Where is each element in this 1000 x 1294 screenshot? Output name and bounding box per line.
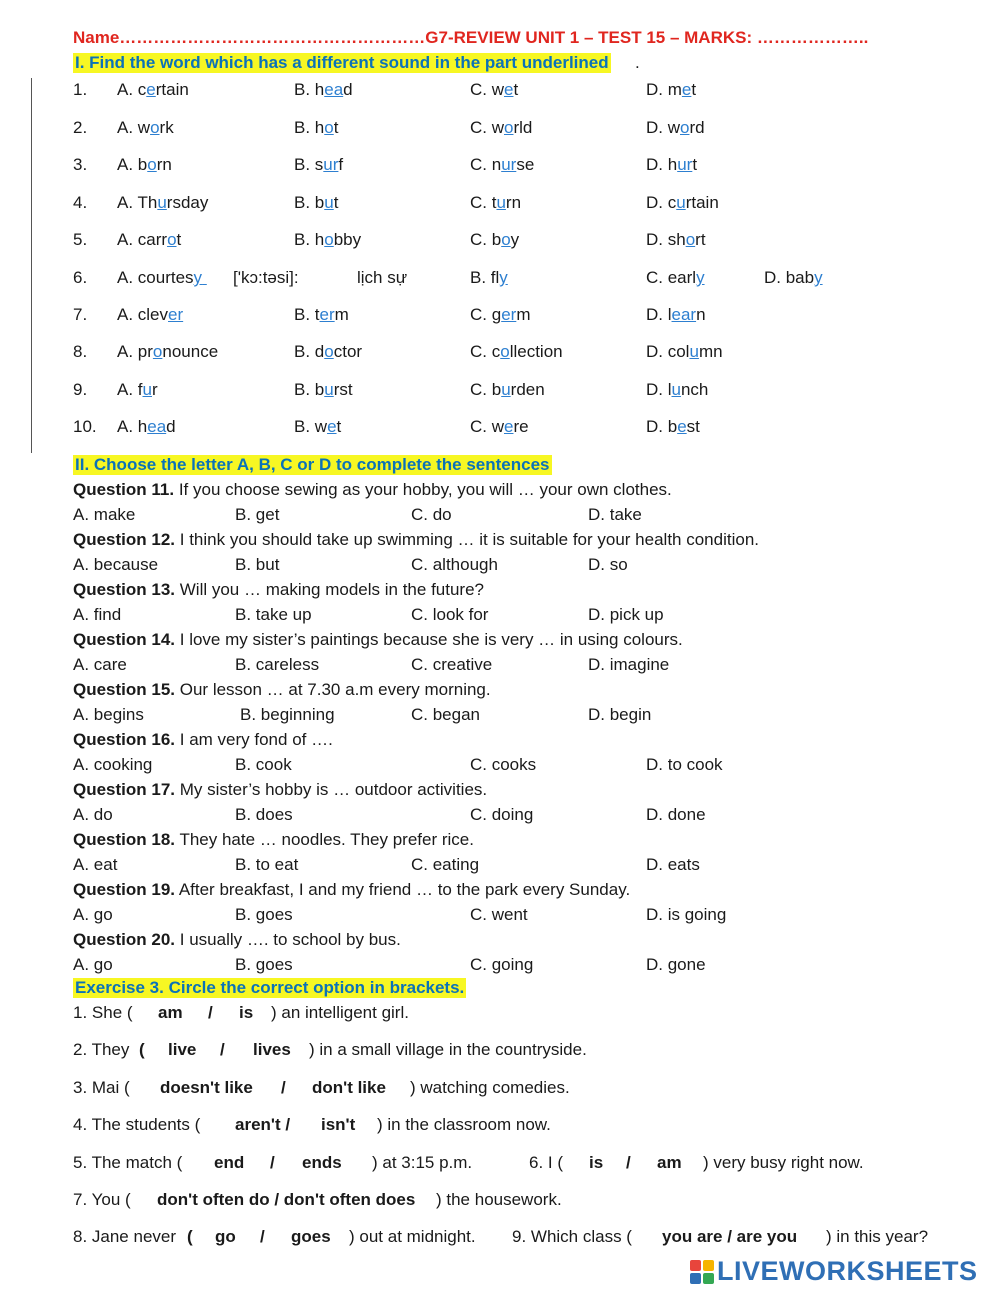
ex3-s8-option-1[interactable]: go	[215, 1227, 236, 1246]
sentence-tail: ) watching comedies.	[410, 1078, 570, 1097]
part1-option-b: B. head	[294, 80, 353, 99]
question-17-option-a[interactable]: A. do	[73, 805, 113, 824]
question-13-option-d[interactable]: D. pick up	[588, 605, 664, 624]
question-17-option-d[interactable]: D. done	[646, 805, 706, 824]
part1-option-b: B. surf	[294, 155, 344, 174]
sentence-tail: ) in a small village in the countryside.	[309, 1040, 587, 1059]
part1-option-c: C. nurse	[470, 155, 535, 174]
sentence-tail: ) the housework.	[436, 1190, 562, 1209]
ex3-s2-option-2[interactable]: lives	[253, 1040, 291, 1059]
part1-option-c: C. were	[470, 417, 529, 436]
ex3-s1-option-2[interactable]: is	[239, 1003, 254, 1022]
sentence-tail: ) in this year?	[826, 1227, 929, 1246]
question-13: Question 13. Will you … making models in the future?	[73, 580, 484, 599]
question-11-option-d[interactable]: D. take	[588, 505, 642, 524]
part1-number: 4.	[73, 193, 88, 212]
part1-option-d: D. curtain	[646, 193, 719, 212]
part1-option-c: C. boy	[470, 230, 520, 249]
question-17-option-b[interactable]: B. does	[235, 805, 293, 824]
question-18-option-c[interactable]: C. eating	[411, 855, 480, 874]
q6-ipa: ['kɔ:təsi]:	[233, 268, 299, 287]
question-12-option-a[interactable]: A. because	[73, 555, 159, 574]
part1-option-b: B. burst	[294, 380, 353, 399]
question-19-option-c[interactable]: C. went	[470, 905, 528, 924]
question-15-option-a[interactable]: A. begins	[73, 705, 144, 724]
part1-number: 1.	[73, 80, 88, 99]
page-title: Name………………………………………………G7-REVIEW UNIT 1 – TEST 15 – MARKS: ………………..	[73, 28, 869, 47]
slash: /	[281, 1078, 286, 1097]
liveworksheets-logo-icon	[690, 1260, 714, 1284]
part1-option-a: A. clever	[117, 305, 184, 324]
question-19-option-a[interactable]: A. go	[73, 905, 113, 924]
ex3-s2-option-1[interactable]: live	[168, 1040, 197, 1059]
q6-option-d: D. baby	[764, 268, 823, 287]
part1-option-d: D. best	[646, 417, 700, 436]
sentence-tail: ) in the classroom now.	[377, 1115, 551, 1134]
question-14: Question 14. I love my sister’s paintings because she is very … in using colours.	[73, 630, 683, 649]
part1-option-d: D. word	[646, 118, 705, 137]
part1-option-a: A. certain	[117, 80, 189, 99]
section-1-period: .	[635, 53, 640, 72]
ex3-s8-option-2[interactable]: goes	[291, 1227, 331, 1246]
question-14-option-c[interactable]: C. creative	[411, 655, 493, 674]
part1-option-b: B. term	[294, 305, 349, 324]
logo-text: LIVEWORKSHEETS	[717, 1256, 978, 1286]
part1-option-d: D. learn	[646, 305, 706, 324]
q6-option-c: C. early	[646, 268, 705, 287]
section-2-heading: II. Choose the letter A, B, C or D to complete the sentences	[75, 455, 550, 474]
part1-option-a: A. fur	[117, 380, 158, 399]
question-19-option-b[interactable]: B. goes	[235, 905, 293, 924]
part1-option-c: C. germ	[470, 305, 531, 324]
part1-option-c: C. world	[470, 118, 533, 137]
sentence-tail: ) at 3:15 p.m.	[372, 1153, 473, 1172]
question-18-option-b[interactable]: B. to eat	[235, 855, 299, 874]
part1-option-b: B. hobby	[294, 230, 362, 249]
q6-option-b: B. fly	[470, 268, 508, 287]
ex3-s1-option-1[interactable]: am	[158, 1003, 183, 1022]
open-paren: (	[139, 1040, 145, 1059]
ex3-sentence-3: 3. Mai ( doesn't like / don't like ) watching comedies.	[73, 1078, 570, 1097]
part1-option-d: D. hurt	[646, 155, 698, 174]
question-16: Question 16. I am very fond of ….	[73, 730, 333, 749]
part1-option-a: A. pronounce	[117, 342, 219, 361]
question-16-option-b[interactable]: B. cook	[235, 755, 292, 774]
q6-number: 6.	[73, 268, 88, 287]
part1-option-d: D. column	[646, 342, 723, 361]
ex3-sentence-8: 8. Jane never ( go / goes ) out at midnight.	[73, 1227, 476, 1246]
question-19: Question 19. After breakfast, I and my friend … to the park every Sunday.	[73, 880, 631, 899]
question-12: Question 12. I think you should take up swimming … it is suitable for your health condition.	[73, 530, 759, 549]
ex3-sentence-9: 9. Which class ( you are / are you ) in this year?	[512, 1227, 929, 1246]
question-12-option-c[interactable]: C. although	[411, 555, 498, 574]
question-12-option-b[interactable]: B. but	[235, 555, 280, 574]
part1-number: 9.	[73, 380, 88, 399]
question-16-option-d[interactable]: D. to cook	[646, 755, 723, 774]
question-11: Question 11. If you choose sewing as your hobby, you will … your own clothes.	[73, 480, 672, 499]
ex3-sentence-7: 7. You ( don't often do / don't often does ) the housework.	[73, 1190, 562, 1209]
part1-number: 5.	[73, 230, 88, 249]
sentence-tail: ) very busy right now.	[703, 1153, 864, 1172]
question-13-option-c[interactable]: C. look for	[411, 605, 489, 624]
margin-line	[31, 78, 32, 453]
part1-option-c: C. turn	[470, 193, 522, 212]
ex3-sentence-6: 6. I ( is / am ) very busy right now.	[529, 1153, 864, 1172]
part1-option-d: D. lunch	[646, 380, 709, 399]
question-15: Question 15. Our lesson … at 7.30 a.m every morning.	[73, 680, 491, 699]
question-16-option-a[interactable]: A. cooking	[73, 755, 153, 774]
question-11-option-b[interactable]: B. get	[235, 505, 280, 524]
question-17-option-c[interactable]: C. doing	[470, 805, 534, 824]
part1-option-a: A. born	[117, 155, 172, 174]
part1-option-b: B. but	[294, 193, 339, 212]
slash: /	[208, 1003, 213, 1022]
question-20-option-a[interactable]: A. go	[73, 955, 113, 974]
slash: /	[220, 1040, 225, 1059]
liveworksheets-logo	[690, 1256, 978, 1287]
part1-option-a: A. carrot	[117, 230, 182, 249]
part1-option-a: A. head	[117, 417, 176, 436]
part1-number: 3.	[73, 155, 88, 174]
ex3-s6-option-2[interactable]: am	[657, 1153, 682, 1172]
q6-meaning: lịch sự	[357, 268, 408, 287]
ex3-s5-option-1[interactable]: end	[214, 1153, 245, 1172]
part1-number: 10.	[73, 417, 97, 436]
question-16-option-c[interactable]: C. cooks	[470, 755, 537, 774]
question-12-option-d[interactable]: D. so	[588, 555, 628, 574]
part1-option-d: D. met	[646, 80, 697, 99]
question-11-option-c[interactable]: C. do	[411, 505, 452, 524]
part1-option-a: A. work	[117, 118, 174, 137]
question-19-option-d[interactable]: D. is going	[646, 905, 727, 924]
ex3-s7-options[interactable]: don't often do / don't often does	[157, 1190, 416, 1209]
section-3-heading: Exercise 3. Circle the correct option in brackets.	[75, 978, 465, 997]
part1-option-a: A. Thursday	[117, 193, 209, 212]
question-18: Question 18. They hate … noodles. They prefer rice.	[73, 830, 474, 849]
open-paren: (	[187, 1227, 193, 1246]
question-20: Question 20. I usually …. to school by bus.	[73, 930, 401, 949]
section-1-heading: I. Find the word which has a different sound in the part underlined	[75, 53, 609, 72]
part1-number: 2.	[73, 118, 88, 137]
question-14-option-a[interactable]: A. care	[73, 655, 127, 674]
question-13-option-b[interactable]: B. take up	[235, 605, 312, 624]
part1-option-c: C. collection	[470, 342, 563, 361]
part1-option-b: B. wet	[294, 417, 342, 436]
question-15-option-c[interactable]: C. began	[411, 705, 480, 724]
question-14-option-b[interactable]: B. careless	[235, 655, 320, 674]
question-15-option-b[interactable]: B. beginning	[240, 705, 335, 724]
question-20-option-b[interactable]: B. goes	[235, 955, 293, 974]
question-18-option-a[interactable]: A. eat	[73, 855, 118, 874]
ex3-sentence-2: 2. They ( live / lives ) in a small village in the countryside.	[73, 1040, 587, 1059]
ex3-s9-options[interactable]: you are / are you	[662, 1227, 798, 1246]
part1-option-b: B. hot	[294, 118, 339, 137]
slash: /	[260, 1227, 265, 1246]
ex3-s3-option-1[interactable]: doesn't like	[160, 1078, 253, 1097]
ex3-sentence-4: 4. The students ( aren't / isn't ) in the classroom now.	[73, 1115, 551, 1134]
ex3-s6-option-1[interactable]: is	[589, 1153, 604, 1172]
q6-option-a: A. courtesy	[117, 268, 203, 287]
slash: /	[270, 1153, 275, 1172]
part1-option-b: B. doctor	[294, 342, 363, 361]
question-15-option-d[interactable]: D. begin	[588, 705, 652, 724]
part1-option-c: C. burden	[470, 380, 545, 399]
question-20-option-c[interactable]: C. going	[470, 955, 534, 974]
part1-option-c: C. wet	[470, 80, 519, 99]
question-11-option-a[interactable]: A. make	[73, 505, 136, 524]
sentence-tail: ) out at midnight.	[349, 1227, 476, 1246]
part1-number: 7.	[73, 305, 88, 324]
question-13-option-a[interactable]: A. find	[73, 605, 122, 624]
question-20-option-d[interactable]: D. gone	[646, 955, 706, 974]
ex3-s4-option-2[interactable]: isn't	[321, 1115, 356, 1134]
question-18-option-d[interactable]: D. eats	[646, 855, 700, 874]
ex3-s3-option-2[interactable]: don't like	[312, 1078, 386, 1097]
question-17: Question 17. My sister’s hobby is … outdoor activities.	[73, 780, 488, 799]
ex3-sentence-5: 5. The match ( end / ends ) at 3:15 p.m.	[73, 1153, 473, 1172]
ex3-sentence-1: 1. She ( am / is ) an intelligent girl.	[73, 1003, 409, 1022]
ex3-s5-option-2[interactable]: ends	[302, 1153, 342, 1172]
slash: /	[626, 1153, 631, 1172]
sentence-tail: ) an intelligent girl.	[271, 1003, 409, 1022]
part1-number: 8.	[73, 342, 88, 361]
question-14-option-d[interactable]: D. imagine	[588, 655, 670, 674]
part1-option-d: D. short	[646, 230, 706, 249]
ex3-s4-option-1[interactable]: aren't /	[235, 1115, 291, 1134]
